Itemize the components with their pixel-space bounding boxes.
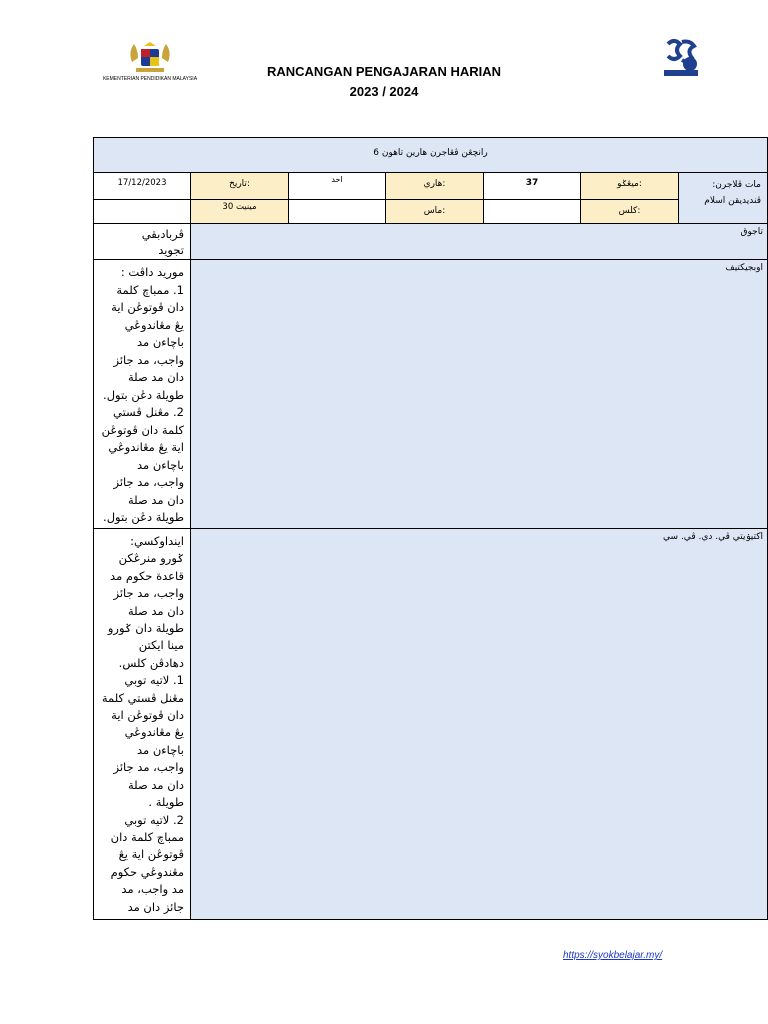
class-value-cell — [483, 199, 581, 224]
topic-label: تاجوق — [740, 227, 763, 237]
objective-line: كلمة دان ڤوتوڠن — [101, 422, 184, 437]
objective-line: دان مد صلة — [127, 370, 184, 384]
objective-line: باچاءن مد — [136, 335, 184, 349]
activity-line: واجب، مد جائز — [113, 586, 184, 601]
activity-label-cell — [190, 528, 768, 920]
week-label-cell — [580, 172, 679, 200]
objective-label-cell — [190, 259, 768, 529]
class-label: كلس: — [618, 206, 641, 216]
time-label: ماس: — [423, 206, 446, 216]
subject-label: مات ڤلاجرن: ڤنديديقن اسلام — [704, 180, 761, 206]
activity-line: جائز دان مد — [127, 899, 184, 914]
time-value-cell — [288, 199, 386, 224]
activity-line: دان مد صلة — [127, 777, 184, 792]
week-value: 37 — [525, 178, 539, 188]
activity-line: اينداوكسي: — [130, 534, 184, 548]
duration-value: 30 مينيت — [222, 202, 257, 212]
date-value-cell — [93, 172, 191, 200]
activity-line: مڠندوڠي حكوم — [110, 864, 184, 879]
activity-line: مد واجب، مد — [121, 882, 184, 897]
activity-line: طويلة . — [148, 795, 184, 810]
day-label: هاري: — [423, 179, 446, 189]
time-label-cell — [385, 199, 484, 224]
objective-line: موريد داڤت : — [120, 265, 184, 279]
objective-label: اوبجيكتيف — [725, 263, 763, 273]
objective-line: باچاءن مد — [136, 457, 184, 472]
activity-line: مينا ايكتن — [138, 638, 184, 653]
week-value-cell — [483, 172, 581, 200]
activity-line: قاعدة حكوم مد — [110, 568, 184, 583]
date-label-cell — [190, 172, 289, 200]
activity-line: طويلة دان ݢورو — [107, 621, 184, 636]
objective-line: اية يڠ مڠاندوڠي — [108, 440, 184, 454]
activity-line: واجب، مد جائز — [113, 760, 184, 775]
activity-line: ڤوتوڠن اية يڠ — [118, 847, 184, 862]
objective-line: طويلة دڠن بتول. — [103, 510, 184, 524]
page-title: RANCANGAN PENGAJARAN HARIAN — [266, 64, 501, 79]
plan-title: رانچڠن ڤڠاجرن هارين تاهون 6 — [373, 148, 488, 158]
duration-blank-cell — [93, 199, 191, 224]
activity-label: اكتيۏيتي ڤي. دي. ڤي. سي — [663, 532, 763, 542]
objective-line: يڠ مڠاندوڠي — [124, 317, 184, 332]
topic-value-cell — [93, 223, 191, 260]
objective-line: دان ڤوتوڠن اية — [111, 300, 184, 314]
day-value-cell — [288, 172, 386, 200]
objective-line: واجب، مد جائز — [113, 475, 184, 489]
activity-line: مڠنل ڤستي كلمة — [101, 690, 184, 705]
activity-content-cell — [93, 528, 191, 920]
duration-value-cell — [190, 199, 289, 224]
activity-line: دهادڤن كلس. — [118, 655, 184, 670]
date-label: تاريخ: — [229, 179, 250, 189]
plan-title-cell — [93, 137, 768, 173]
objective-line: دان مد صلة — [127, 492, 184, 507]
activity-line: ݢورو منرڠكن — [118, 551, 184, 566]
topic-line-1: ڤربادبقي — [141, 227, 184, 241]
activity-text — [94, 529, 190, 916]
activity-line: دان ڤوتوڠن اية — [111, 708, 184, 723]
week-label: ميڠݢو: — [617, 179, 642, 189]
class-label-cell — [580, 199, 679, 224]
academic-year: 2023 / 2024 — [349, 84, 419, 99]
ministry-caption: KEMENTERIAN PENDIDIKAN MALAYSIA — [102, 76, 198, 82]
day-label-cell — [385, 172, 484, 200]
objective-line: 2. مڠنل ڤستي — [113, 405, 184, 419]
objective-line: واجب، مد جائز — [113, 352, 184, 367]
ministry-logo — [100, 40, 200, 86]
day-value: احد — [331, 175, 343, 184]
objective-content-cell — [93, 259, 191, 529]
objective-line: 1. ممباچ كلمة — [116, 282, 184, 297]
activity-line: 2. لاتيه توبي — [124, 812, 184, 827]
activity-line: يڠ مڠاندوڠي — [124, 725, 184, 740]
topic-label-cell — [190, 223, 768, 260]
activity-line: 1. لاتيه توبي — [124, 673, 184, 688]
objective-text — [94, 260, 190, 527]
topic-line-2: تجويد — [158, 243, 184, 257]
date-value: 17/12/2023 — [117, 178, 167, 188]
objective-line: طويلة دڠن بتول. — [103, 387, 184, 402]
subject-label-cell — [678, 172, 768, 224]
activity-line: دان مد صلة — [127, 603, 184, 618]
activity-line: باچاءن مد — [136, 742, 184, 757]
activity-line: ممباچ كلمة دان — [110, 829, 184, 844]
footer-link[interactable]: https://syokbelajar.my/ — [563, 950, 663, 961]
